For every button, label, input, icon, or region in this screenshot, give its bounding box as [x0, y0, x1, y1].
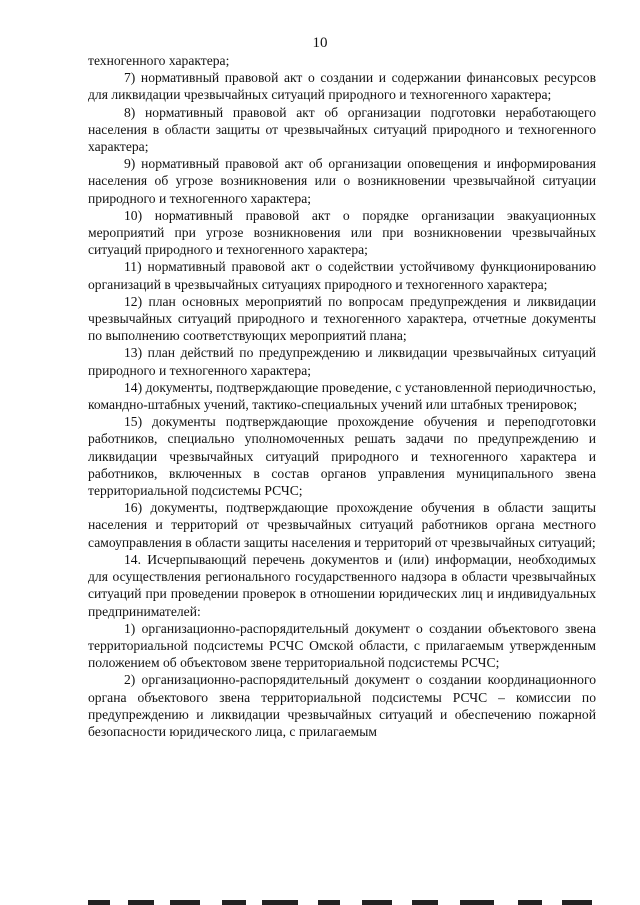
- list-item-12: 12) план основных мероприятий по вопросам предупреждения и ликвидации чрезвычайных ситуаций природного и техногенного характера, отчетные документы по выполнению соответствующих мероприятий плана;: [88, 293, 596, 344]
- scan-mark: [262, 900, 298, 905]
- scan-mark: [460, 900, 494, 905]
- scan-mark: [128, 900, 154, 905]
- scan-edge-marks: [0, 893, 640, 905]
- scan-mark: [562, 900, 592, 905]
- scan-mark: [318, 900, 340, 905]
- list-item-13: 13) план действий по предупреждению и ликвидации чрезвычайных ситуаций природного и техногенного характера;: [88, 345, 596, 378]
- scan-mark: [222, 900, 246, 905]
- page-number: 10: [312, 35, 328, 51]
- list-item-7: 7) нормативный правовой акт о создании и содержании финансовых ресурсов для ликвидации чрезвычайных ситуаций природного и техногенного характера;: [88, 70, 596, 103]
- scan-mark: [518, 900, 542, 905]
- section-14-item-2: 2) организационно-распорядительный документ о создании координационного органа объектового звена территориальной подсистемы РСЧС – комиссии по предупреждению и ликвидации чрезвычайных ситуаций и обеспечению пожарной безопасности юридического лица, с прилагаемым: [88, 672, 596, 739]
- section-14-item-1: 1) организационно-распорядительный документ о создании объектового звена территориальной подсистемы РСЧС Омской области, с прилагаемым утвержденным положением об объектовом звене территориальной подсистемы РСЧС;: [88, 620, 596, 671]
- scan-mark: [362, 900, 392, 905]
- list-item-8: 8) нормативный правовой акт об организации подготовки неработающего населения в области защиты от чрезвычайных ситуаций природного и техногенного характера;: [88, 104, 596, 155]
- list-item-10: 10) нормативный правовой акт о порядке организации эвакуационных мероприятий при угрозе возникновения или при возникновении чрезвычайных ситуаций природного и техногенного характера;: [88, 207, 596, 258]
- list-item-14: 14) документы, подтверждающие проведение, с установленной периодичностью, командно-штабных учений, тактико-специальных учений или штабных тренировок;: [88, 379, 596, 413]
- section-14-heading: 14. Исчерпывающий перечень документов и (или) информации, необходимых для осуществления регионального государственного надзора в области чрезвычайных ситуаций при проведении проверок в отношении юридических лиц и индивидуальных предпринимателей:: [88, 551, 596, 619]
- list-item-11: 11) нормативный правовой акт о содействии устойчивому функционированию организаций в чрезвычайных ситуациях природного и техногенного характера;: [88, 259, 596, 292]
- scan-mark: [412, 900, 438, 905]
- scan-mark: [88, 900, 110, 905]
- scan-mark: [170, 900, 200, 905]
- list-item-15: 15) документы подтверждающие прохождение обучения и переподготовки работников, специально уполномоченных решать задачи по предупреждению и ликвидации чрезвычайных ситуаций природного и техногенного характера и работников, включенных в состав органов управления муниципального звена территориальной подсистемы РСЧС;: [88, 414, 596, 499]
- list-item-9: 9) нормативный правовой акт об организации оповещения и информирования населения об угрозе возникновения или о возникновении чрезвычайной ситуации природного и техногенного характера;: [88, 156, 596, 206]
- document-body: [88, 52, 596, 740]
- paragraph-continuation: техногенного характера;: [88, 53, 230, 68]
- list-item-16: 16) документы, подтверждающие прохождение обучения в области защиты населения и территорий от чрезвычайных ситуаций работников органа местного самоуправления в области защиты населения и территорий от чрезвычайных ситуаций;: [88, 500, 596, 550]
